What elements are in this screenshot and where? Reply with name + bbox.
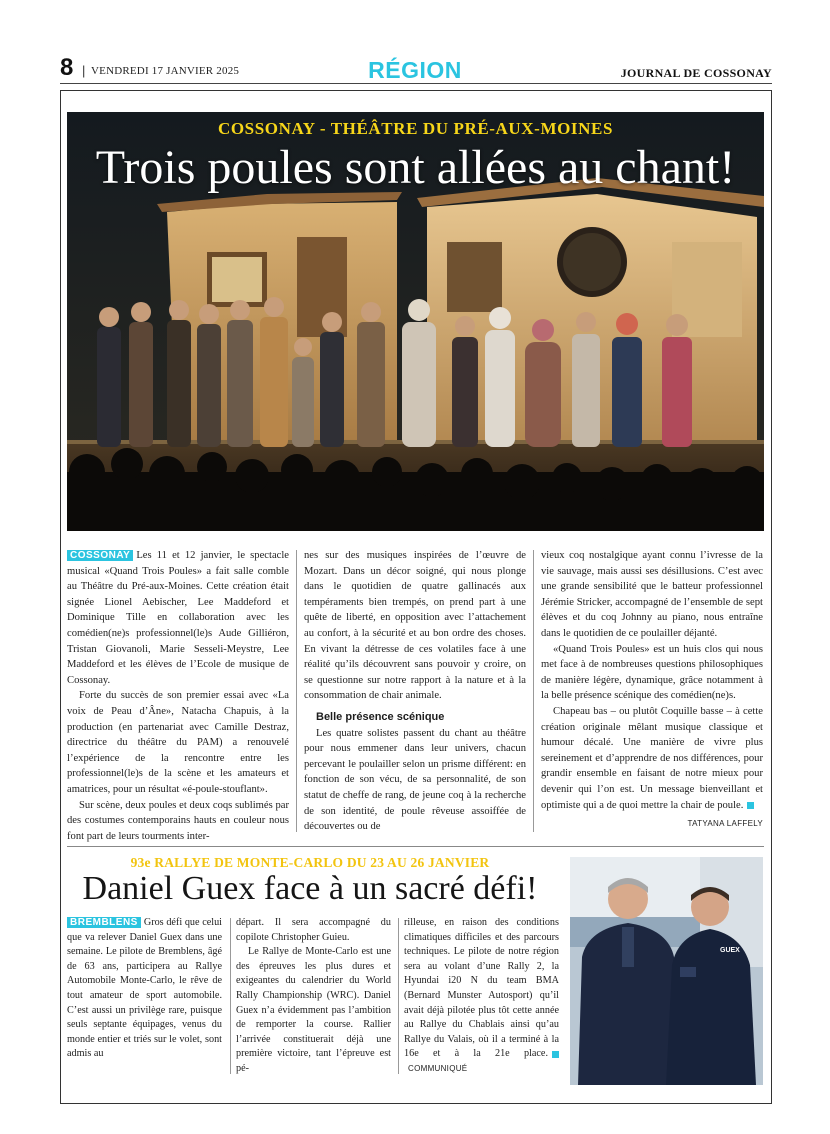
- location-tag: BREMBLENS: [67, 917, 141, 928]
- rally-kicker: 93e RALLYE DE MONTE-CARLO DU 23 AU 26 JANVIER: [130, 855, 490, 870]
- article1-paragraph: Les quatre solistes passent du chant au théâtre pour nous emmener dans leur univers, chacun percevant le poulailler selon un prisme différent: en fonction de son vécu, de sa personnalité, de son statut de cheffe de rang, de jeune coq à la recherche de son identité, de poule rêveuse assoiffée de découvertes ou de: [304, 727, 526, 833]
- article2-column-2: [236, 916, 391, 1077]
- jacket-logo-text: GUEX: [720, 947, 740, 954]
- article-kicker: COSSONAY - THÉÂTRE DU PRÉ-AUX-MOINES: [217, 119, 614, 138]
- article1-paragraph: Forte du succès de son premier essai avec «La voix de Peau d’Âne», Natacha Chapuis, à la production (en partenariat avec Camille Destraz, directrice du théâtre du PAM) a renouvelé l’expérience de la rencontre entre les professionnel(le)s de la scène et les amateurs et amatrices, pour un résultat «é-poule-stouflant».: [67, 690, 289, 795]
- article2-paragraph: Gros défi que celui que va relever Daniel Guex dans une semaine. Le pilote de Bremblens, âgé de 63 ans, participera au Rallye Automobile Monte-Carlo, le rêve de tout amateur de sport automobile. C’est aussi un privilège rare, puisque seuls septante équipages, venus du monde entier et triés sur le volet, sont admis au: [67, 917, 222, 1060]
- article-separator: [67, 846, 764, 847]
- article-headline: Trois poules sont allées au chant!: [95, 141, 736, 194]
- column-divider: [398, 918, 399, 1074]
- header-separator: |: [82, 63, 86, 78]
- article1-paragraph: vieux coq nostalgique ayant connu l’ivresse de la vie sauvage, mais aussi ses désillusions. C’est avec une grande sensibilité que le batteur professionnel Jérémie Stricker, accompagné de l’ensemble de sept élèves et du coq Johnny au piano, nous entraîne dans le quotidien de ce poulailler déjanté.: [541, 550, 763, 639]
- author-signature: TATYANA LAFFELY: [687, 819, 763, 829]
- article1-paragraph: Chapeau bas – ou plutôt Coquille basse – à cette création originale mêlant musique classique et humour décalé. Une manière de vivre plus sereinement et d’apprendre de nos différences, pour grandir ensemble en faisant de notre mieux pour devenir qui l’on est. Un message bienveillant et optimiste qui a de quoi mettre la chair de poule.: [541, 705, 763, 811]
- column-divider: [296, 550, 297, 832]
- article2-column-3: [404, 916, 559, 1077]
- article1-column-3: [541, 548, 763, 832]
- column-divider: [533, 550, 534, 832]
- header-rule: [60, 83, 772, 84]
- author-signature: COMMUNIQUÉ: [408, 1063, 468, 1073]
- newspaper-name: JOURNAL DE COSSONAY: [620, 66, 772, 80]
- location-tag: COSSONAY: [67, 550, 133, 561]
- drivers-illustration: [570, 857, 763, 1085]
- article1-paragraph: nes sur des musiques inspirées de l’œuvre de Mozart. Dans un décor soigné, qui nous plonge dans le quotidien de quatre gallinacés aux tempéraments bien trempés, on prend part à une quête de liberté, en opposition avec l’attachement au confort, à la sécurité et au bon ordre des choses. En vivant la détresse de ces volatiles face à une réalité qu’ils découvrent sans pouvoir y croire, on se questionne sur notre rapport à la nature et à la consommation de chair animale.: [304, 550, 526, 702]
- article1-paragraph: «Quand Trois Poules» est un huis clos qui nous met face à de nombreuses questions philosophiques de manière légère, dynamique, grâce notamment à la belle présence scénique des comédien(ne)s.: [541, 643, 763, 702]
- article2-paragraph: départ. Il sera accompagné du copilote Christopher Guieu.: [236, 917, 391, 943]
- issue-date: VENDREDI 17 JANVIER 2025: [91, 65, 240, 77]
- article1-paragraph: Les 11 et 12 janvier, le spectacle musical «Quand Trois Poules» a fait salle comble au Théâtre du Pré-aux-Moines. Cette création était signée Lionel Aebischer, Lee Maddeford et Dominique Tille en collaboration avec les comédien(ne)s professionnel(le)s Aude Gilliéron, Tristan Giovanoli, Marie Sesseli-Meystre, Lee Maddeford et les élèves de l’Ecole de musique de Cossonay.: [67, 550, 289, 686]
- end-square-icon: [552, 1051, 559, 1058]
- column-divider: [230, 918, 231, 1074]
- article1-column-2: [304, 548, 526, 835]
- article1-column-1: [67, 548, 289, 844]
- page-number: 8: [60, 54, 74, 81]
- drivers-photo: [570, 857, 763, 1085]
- article2-paragraph: rilleuse, en raison des conditions climatiques difficiles et des parcours techniques. Le pilote de notre région sera au volant d’une Rally 2, la Hyundai i20 N du team BMA (Bernard Munster Autosport) qu’il avait déjà pilotée plus tôt cette année au Rallye du Chablais ainsi qu’au Rallye du Valais, où il a terminé à la 16e et à la 21e place.: [404, 917, 559, 1060]
- article1-paragraph: Sur scène, deux poules et deux coqs sublimés par des costumes contemporains hauts en couleur nous font part de leurs tourments inter-: [67, 799, 289, 842]
- article1-subheading: Belle présence scénique: [316, 710, 445, 723]
- rally-headline: Daniel Guex face à un sacré défi!: [82, 870, 538, 907]
- end-square-icon: [747, 802, 754, 809]
- article2-column-1: [67, 916, 222, 1062]
- article2-paragraph: Le Rallye de Monte-Carlo est une des épreuves les plus dures et exigeantes du calendrier du World Rally Championship (WRC). Daniel Guex n’a évidemment pas l’ambition de remporter la course. Rallier l’arrivée constituerait déjà une première victoire, tant l’épreuve est pé-: [236, 946, 391, 1074]
- section-title: RÉGION: [368, 57, 462, 83]
